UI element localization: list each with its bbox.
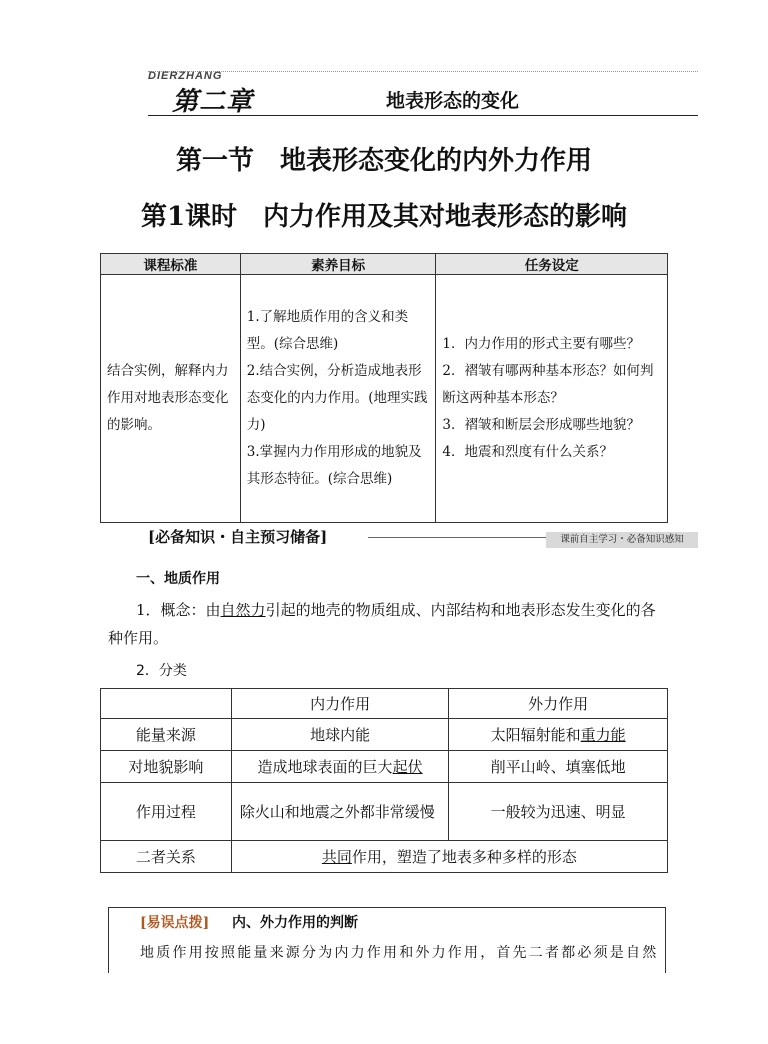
relationship-cell: [231, 841, 667, 873]
corner-cell: [101, 689, 232, 719]
row-label: 作用过程: [101, 783, 232, 841]
external-cell: 一般较为迅速、明显: [449, 783, 668, 841]
task-item: 1．内力作用的形式主要有哪些？: [442, 336, 640, 352]
tip-tag: [易误点拨]: [140, 915, 210, 931]
concept-keyword: 自然力: [220, 601, 266, 619]
cell-text: 造成地球表面的巨大: [257, 758, 393, 776]
table-row: [101, 841, 668, 873]
row-label: 能量来源: [101, 719, 232, 751]
task-item: 2．褶皱有哪两种基本形态？如何判断这两种基本形态？: [442, 363, 654, 406]
course-standard-cell: 结合实例，解释内力作用对地表形态变化的影响。: [101, 275, 241, 523]
knowledge-bar-title: [必备知识・自主预习储备]: [148, 528, 328, 546]
tip-text: 地质作用按照能量来源分为内力作用和外力作用，首先二者都必须是自然: [140, 945, 659, 961]
concept-prefix: 1．概念：由: [136, 601, 221, 619]
table-row: [101, 689, 668, 719]
col-header-external: 外力作用: [449, 689, 668, 719]
external-cell: 削平山岭、填塞低地: [449, 751, 668, 783]
classification-table: [100, 688, 668, 873]
tip-title: 内、外力作用的判断: [232, 915, 358, 931]
chapter-title: 地表形态的变化: [386, 90, 520, 112]
row-label: 对地貌影响: [101, 751, 232, 783]
task-item: 3．褶皱和断层会形成哪些地貌？: [442, 417, 640, 433]
table-row: [101, 719, 668, 751]
internal-cell: 地球内能: [231, 719, 449, 751]
lesson-title: 第1课时 内力作用及其对地表形态的影响: [140, 202, 628, 232]
external-cell: [449, 719, 668, 751]
col-header-goals: 素养目标: [240, 254, 436, 275]
cell-keyword: 共同: [321, 848, 352, 866]
cell-text: 作用，塑造了地表多种多样的形态: [351, 848, 577, 866]
goal-item: 3.掌握内力作用形成的地貌及其形态特征。(综合思维): [246, 444, 422, 487]
section-title: 第一节 地表形态变化的内外力作用: [175, 146, 592, 176]
literacy-goals-cell: [240, 275, 436, 523]
goal-item: 2.结合实例，分析造成地表形态变化的内力作用。(地理实践力): [246, 363, 428, 433]
col-header-internal: 内力作用: [231, 689, 449, 719]
col-header-tasks: 任务设定: [436, 254, 668, 275]
concept-paragraph: [108, 596, 668, 652]
goal-item: 1.了解地质作用的含义和类型。(综合思维): [246, 309, 409, 352]
cell-keyword: 起伏: [392, 758, 423, 776]
knowledge-bar-rule: [368, 537, 546, 538]
header-bottom-rule: [148, 115, 698, 116]
geo-heading: 一、地质作用: [136, 571, 220, 587]
task-item: 4．地震和烈度有什么关系？: [442, 444, 613, 460]
cell-text: 太阳辐射能和: [490, 726, 581, 744]
internal-cell: 除火山和地震之外都非常缓慢: [231, 783, 449, 841]
knowledge-bar-tag: 课前自主学习・必备知识感知: [546, 532, 698, 548]
table-row: [101, 751, 668, 783]
standards-table-header: [101, 254, 668, 275]
chapter-label: 第二章: [172, 87, 254, 117]
internal-cell: [231, 751, 449, 783]
header-top-rule: [148, 71, 698, 72]
task-setting-cell: [436, 275, 668, 523]
row-label: 二者关系: [101, 841, 232, 873]
table-row: [101, 783, 668, 841]
col-header-standard: 课程标准: [101, 254, 241, 275]
classification-label: 2．分类: [136, 663, 187, 679]
concept-suffix: 引起的地壳的物质组成、内部结构和地表形态发生变化的各种作用。: [108, 601, 656, 647]
chapter-pinyin: DIERZHANG: [148, 70, 223, 82]
cell-keyword: 重力能: [580, 726, 626, 744]
standards-table: [100, 253, 668, 523]
standards-table-row: [101, 275, 668, 523]
